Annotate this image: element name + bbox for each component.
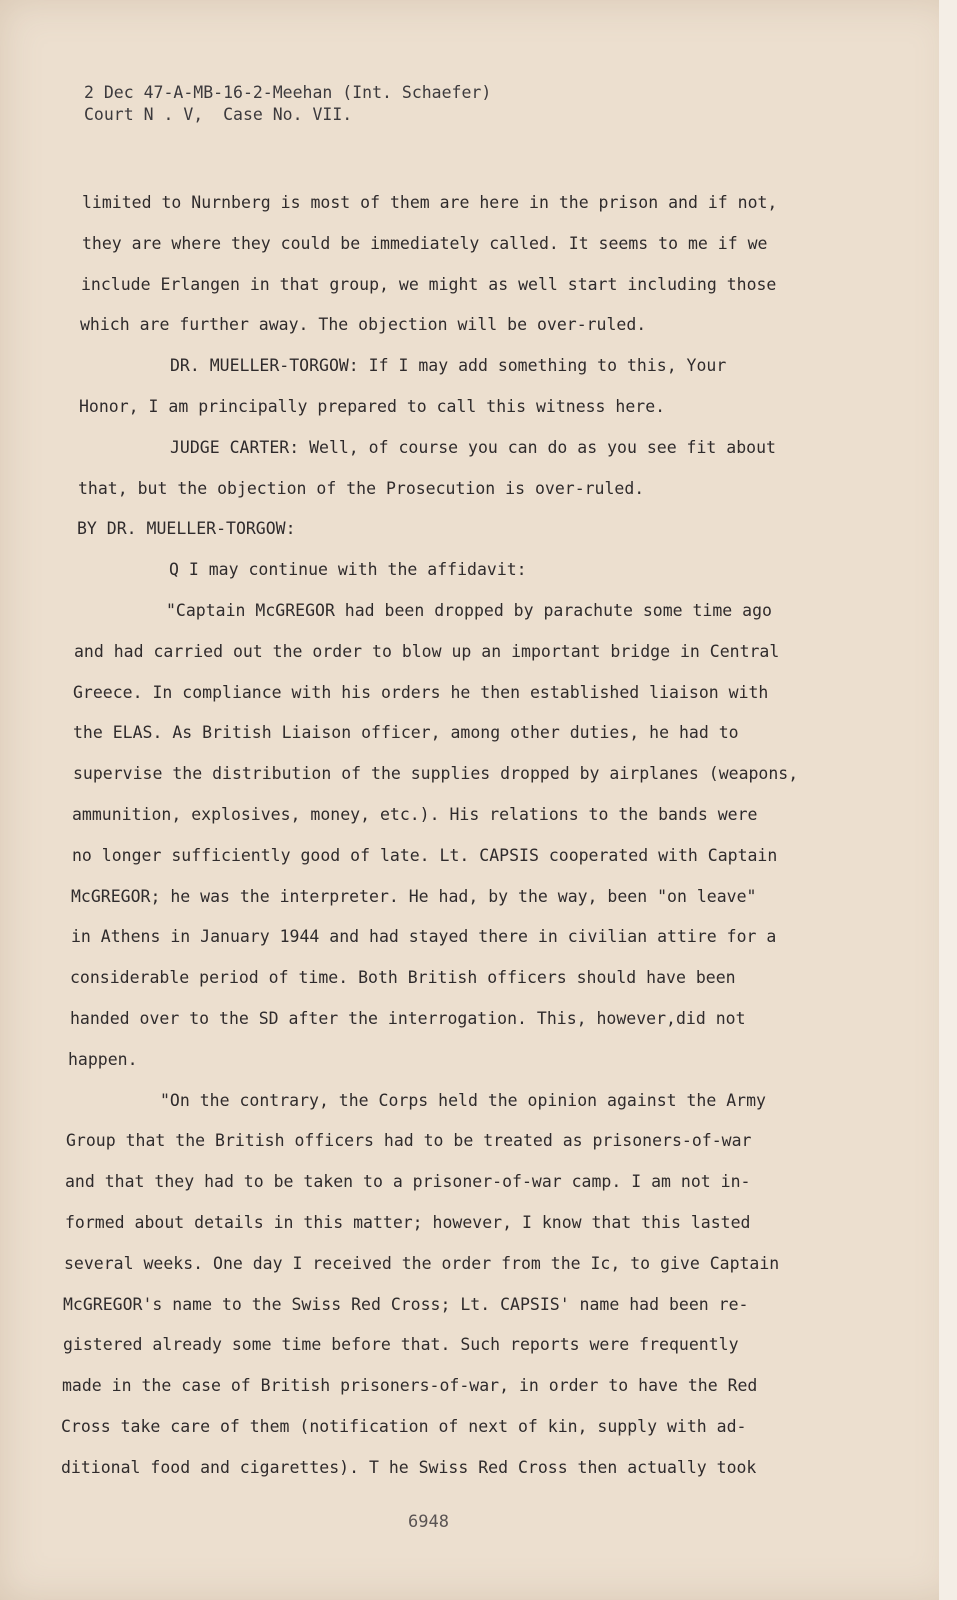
text-line: that, but the objection of the Prosecution is over-ruled. xyxy=(78,478,645,498)
text-line-speaker: JUDGE CARTER: Well, of course you can do as you see fit about xyxy=(170,437,776,457)
text-line: ditional food and cigarettes). T he Swiss Red Cross then actually took xyxy=(61,1457,757,1477)
text-line: considerable period of time. Both British officers should have been xyxy=(70,968,736,988)
text-line: and had carried out the order to blow up an important bridge in Central xyxy=(74,641,780,661)
text-line: which are further away. The objection will be over-ruled. xyxy=(80,315,647,335)
text-line: limited to Nurnberg is most of them are here in the prison and if not, xyxy=(82,193,778,212)
text-line: in Athens in January 1944 and had stayed there in civilian attire for a xyxy=(71,927,777,947)
text-line: the ELAS. As British Liaison officer, among other duties, he had to xyxy=(73,723,739,743)
text-line: formed about details in this matter; however, I know that this lasted xyxy=(65,1212,751,1232)
transcript-body xyxy=(61,183,830,1489)
page-edge xyxy=(939,0,957,1600)
text-line: handed over to the SD after the interrogation. This, however,did not xyxy=(70,1008,746,1028)
text-line: and that they had to be taken to a prisoner-of-war camp. I am not in- xyxy=(65,1172,751,1192)
text-line: ammunition, explosives, money, etc.). His relations to the bands were xyxy=(72,804,758,824)
text-line: Honor, I am principally prepared to call this witness here. xyxy=(79,396,666,416)
text-line: "Captain McGREGOR had been dropped by parachute some time ago xyxy=(166,600,772,620)
text-line: McGREGOR; he was the interpreter. He had, by the way, been "on leave" xyxy=(71,886,757,906)
text-line: gistered already some time before that. Such reports were frequently xyxy=(63,1335,739,1355)
text-line: supervise the distribution of the supplies dropped by airplanes (weapons, xyxy=(73,764,799,784)
text-line-question: Q I may continue with the affidavit: xyxy=(169,560,527,580)
text-line-examiner: BY DR. MUELLER-TORGOW: xyxy=(77,519,296,539)
text-line: Group that the British officers had to be treated as prisoners-of-war xyxy=(66,1131,752,1151)
text-line: no longer sufficiently good of late. Lt. CAPSIS cooperated with Captain xyxy=(72,845,778,865)
text-line-speaker: DR. MUELLER-TORGOW: If I may add something to this, Your xyxy=(170,356,727,376)
text-line: McGREGOR's name to the Swiss Red Cross; Lt. CAPSIS' name had been re- xyxy=(63,1294,749,1314)
header-line-1: 2 Dec 47-A-MB-16-2-Meehan (Int. Schaefer) xyxy=(84,83,492,102)
text-line: happen. xyxy=(68,1049,138,1069)
document-header xyxy=(84,82,491,126)
text-line: made in the case of British prisoners-of-war, in order to have the Red xyxy=(62,1376,758,1396)
text-line: "On the contrary, the Corps held the opinion against the Army xyxy=(160,1090,766,1110)
header-line-2: Court N . V, Case No. VII. xyxy=(84,105,353,124)
text-line: several weeks. One day I received the order from the Ic, to give Captain xyxy=(64,1253,780,1273)
text-line: Cross take care of them (notification of next of kin, supply with ad- xyxy=(61,1416,747,1436)
text-line: Greece. In compliance with his orders he then established liaison with xyxy=(73,682,769,702)
page-number: 6948 xyxy=(408,1512,449,1532)
text-line: they are where they could be immediately called. It seems to me if we xyxy=(82,233,768,253)
text-line: include Erlangen in that group, we might as well start including those xyxy=(81,274,777,294)
